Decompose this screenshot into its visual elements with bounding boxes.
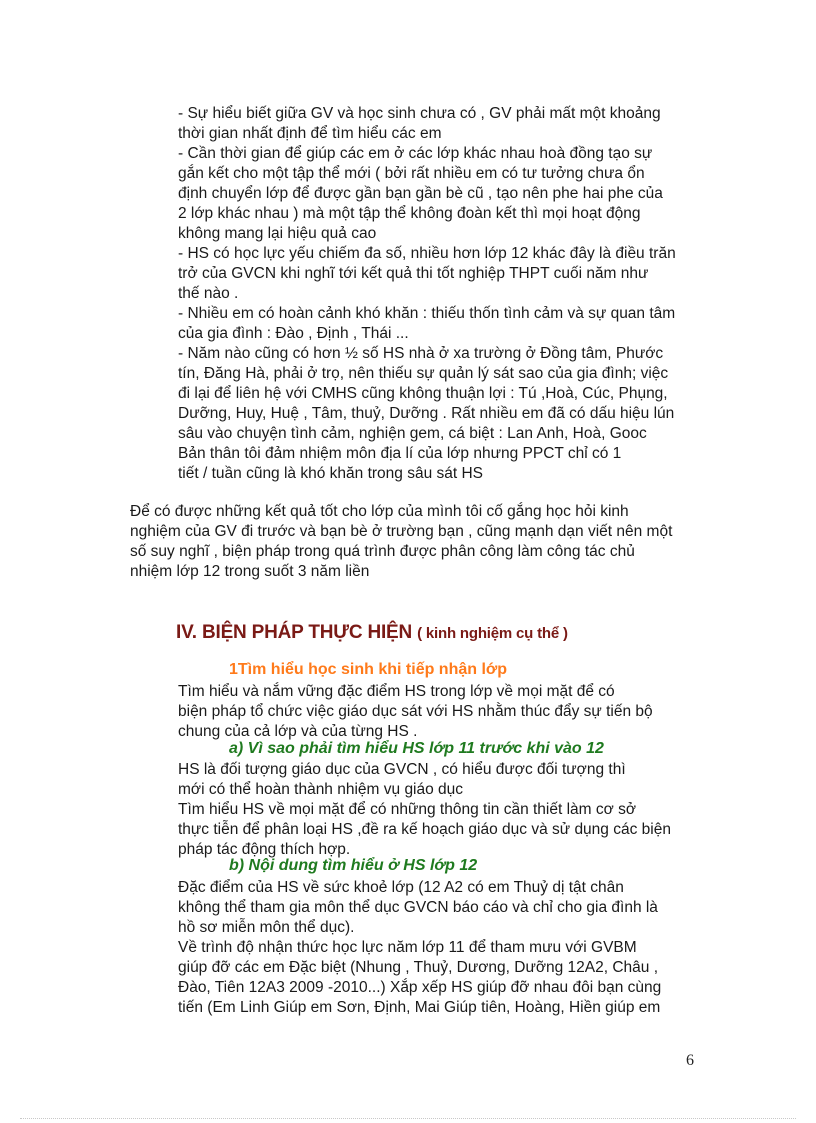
page-bottom-divider — [20, 1118, 796, 1119]
page-number: 6 — [686, 1052, 694, 1069]
body-line: Dưỡng, Huy, Huệ , Tâm, thuỷ, Dưỡng . Rất nhiều em đã có dấu hiệu lún — [178, 405, 675, 422]
body-line: nghiệm của GV đi trước và bạn bè ở trường bạn , cũng mạnh dạn viết nên một — [130, 523, 673, 540]
section-title: IV. BIỆN PHÁP THỰC HIỆN — [176, 622, 413, 643]
body-line: Về trình độ nhận thức học lực năm lớp 11 để tham mưu với GVBM — [178, 939, 637, 956]
body-line: thực tiễn để phân loại HS ,đề ra kế hoạch giáo dục và sử dụng các biện — [178, 821, 671, 838]
body-line: định chuyển lớp để được gần bạn gần bè cũ , tạo nên phe hai phe của — [178, 185, 663, 202]
section-heading — [176, 622, 568, 644]
body-line: hồ sơ miễn môn thể dục). — [178, 919, 355, 936]
subheading-item-1: 1Tìm hiểu học sinh khi tiếp nhận lớp — [229, 661, 508, 678]
body-line: thời gian nhất định để tìm hiểu các em — [178, 125, 442, 142]
body-line: Đào, Tiên 12A3 2009 -2010...) Xắp xếp HS giúp đỡ nhau đôi bạn cùng — [178, 979, 662, 996]
body-line: Để có được những kết quả tốt cho lớp của mình tôi cố gắng học hỏi kinh — [130, 503, 629, 520]
body-line: không thể tham gia môn thể dục GVCN báo cáo và chỉ cho gia đình là — [178, 899, 658, 916]
body-line: - Sự hiểu biết giữa GV và học sinh chưa có , GV phải mất một khoảng — [178, 105, 661, 122]
body-line: 2 lớp khác nhau ) mà một tập thể không đoàn kết thì mọi hoạt động — [178, 205, 641, 222]
body-line: không mang lại hiệu quả cao — [178, 225, 377, 242]
body-line: sâu vào chuyện tình cảm, nghiện gem, cá biệt : Lan Anh, Hoà, Gooc — [178, 425, 647, 442]
body-line: - HS có học lực yếu chiếm đa số, nhiều hơn lớp 12 khác đây là điều trăn — [178, 245, 676, 262]
body-line: biện pháp tổ chức việc giáo dục sát với HS nhằm thúc đẩy sự tiến bộ — [178, 703, 653, 720]
body-line: nhiệm lớp 12 trong suốt 3 năm liền — [130, 563, 370, 580]
body-line: chung của cả lớp và của từng HS . — [178, 723, 418, 740]
body-line: thế nào . — [178, 285, 239, 302]
body-line: giúp đỡ các em Đặc biệt (Nhung , Thuỷ, Dương, Dưỡng 12A2, Châu , — [178, 959, 659, 976]
body-line: tín, Đăng Hà, phải ở trọ, nên thiếu sự quản lý sát sao của gia đình; việc — [178, 365, 669, 382]
body-line: Tìm hiểu và nắm vững đặc điểm HS trong lớp về mọi mặt để có — [178, 683, 615, 700]
subheading-item-a: a) Vì sao phải tìm hiểu HS lớp 11 trước khi vào 12 — [229, 740, 604, 757]
body-line: mới có thể hoàn thành nhiệm vụ giáo dục — [178, 781, 464, 798]
body-line: Tìm hiểu HS về mọi mặt để có những thông tin cần thiết làm cơ sở — [178, 801, 637, 818]
body-line: Đặc điểm của HS về sức khoẻ lớp (12 A2 có em Thuỷ dị tật chân — [178, 879, 624, 896]
body-line: - Cần thời gian để giúp các em ở các lớp khác nhau hoà đồng tạo sự — [178, 145, 653, 162]
body-line: đi lại để liên hệ với CMHS cũng không thuận lợi : Tú ,Hoà, Cúc, Phụng, — [178, 385, 668, 402]
body-line: tiết / tuần cũng là khó khăn trong sâu sát HS — [178, 465, 484, 482]
section-subtitle: ( kinh nghiệm cụ thể ) — [417, 625, 568, 642]
body-line: trở của GVCN khi nghĩ tới kết quả thi tốt nghiệp THPT cuối năm như — [178, 265, 649, 282]
body-line: tiến (Em Linh Giúp em Sơn, Định, Mai Giúp tiên, Hoàng, Hiền giúp em — [178, 999, 661, 1016]
body-line: - Nhiều em có hoàn cảnh khó khăn : thiếu thốn tình cảm và sự quan tâm — [178, 305, 676, 322]
body-line: Bản thân tôi đảm nhiệm môn địa lí của lớp nhưng PPCT chỉ có 1 — [178, 445, 622, 462]
body-line: HS là đối tượng giáo dục của GVCN , có hiểu được đối tượng thì — [178, 761, 626, 778]
body-line: - Năm nào cũng có hơn ½ số HS nhà ở xa trường ở Đồng tâm, Phước — [178, 345, 664, 362]
body-line: số suy nghĩ , biện pháp trong quá trình được phân công làm công tác chủ — [130, 543, 635, 560]
body-line: của gia đình : Đào , Định , Thái ... — [178, 325, 409, 342]
body-line: pháp tác động thích hợp. — [178, 841, 351, 858]
body-line: gắn kết cho một tập thể mới ( bởi rất nhiều em có tư tưởng chưa ổn — [178, 165, 645, 182]
subheading-item-b: b) Nội dung tìm hiểu ở HS lớp 12 — [229, 857, 478, 874]
